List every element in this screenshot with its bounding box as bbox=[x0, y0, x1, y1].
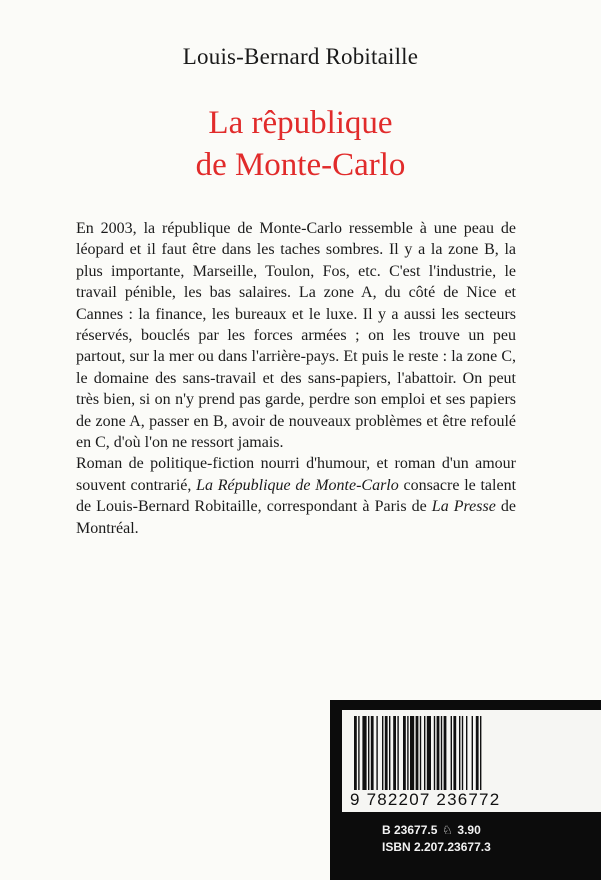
book-title-line-1: La rêpublique bbox=[208, 105, 393, 141]
blurb-text bbox=[76, 218, 516, 539]
book-codes bbox=[382, 822, 491, 856]
publisher-logo-icon: ♘ bbox=[442, 823, 453, 837]
blurb-paragraph-2-start: Roman de politique-fiction nourri d'humour, et roman d'un amour souvent contrarié, bbox=[76, 455, 516, 494]
book-title-line-2: de Monte-Carlo bbox=[195, 147, 406, 183]
barcode-panel bbox=[330, 700, 601, 880]
barcode-number: 9 782207 236772 bbox=[350, 790, 501, 809]
price-row bbox=[382, 822, 491, 839]
barcode-label bbox=[342, 710, 601, 812]
book-title bbox=[0, 102, 601, 186]
blurb-italic-newspaper: La Presse bbox=[431, 498, 496, 516]
author-name: Louis-Bernard Robitaille bbox=[182, 44, 419, 69]
blurb-paragraph-2 bbox=[76, 453, 516, 539]
blurb-paragraph-1: En 2003, la république de Monte-Carlo ressemble à une peau de léopard et il faut être dans les taches sombres. Il y a la zone B, la plus importante, Marseille, Toulon, Fos, etc. C'est l'industrie, le travail pénible, les bas salaires. La zone A, du côté de Nice et Cannes : la finance, les bureaux et le luxe. Il y a aussi les secteurs réservés, bouclés par les forces armées ; on les trouve un peu partout, sur la mer ou dans l'arrière-pays. Et puis le reste : la zone C, le domaine des sans-travail et des sans-papiers, l'abattoir. On peut très bien, si on n'y prend pas garde, perdre son emploi et ses papiers de zone A, passer en B, avoir de nouveaux problèmes et être refoulé en C, d'où l'on ne ressort jamais. bbox=[76, 220, 516, 452]
blurb-paragraph-2-end: de Montréal. bbox=[76, 498, 516, 537]
blurb-italic-book-title: La République de Monte-Carlo bbox=[196, 476, 399, 494]
isbn: ISBN 2.207.23677.3 bbox=[382, 840, 491, 854]
price: 3.90 bbox=[457, 823, 481, 837]
barcode-bars bbox=[352, 716, 532, 790]
blurb-paragraph-2-middle: consacre le talent de Louis-Bernard Robitaille, correspondant à Paris de bbox=[76, 476, 517, 516]
reference-code: B 23677.5 bbox=[382, 823, 438, 837]
